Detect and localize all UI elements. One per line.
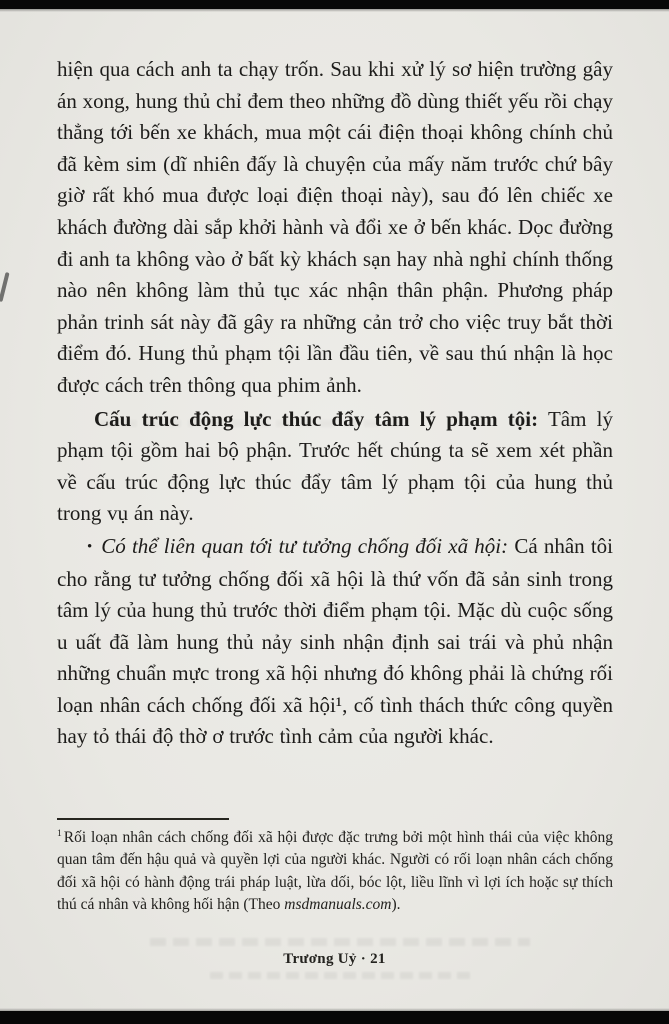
paragraph-continuation: hiện qua cách anh ta chạy trốn. Sau khi xử lý sơ hiện trường gây án xong, hung thủ chỉ đem theo những đồ dùng thiết yếu rồi chạy thẳng tới bến xe khách, mua một cái điện thoại không chính chủ đã kèm sim (dĩ nhiên đấy là chuyện của mấy năm trước chứ bây giờ rất khó mua được loại điện thoại này), sau đó lên chiếc xe khách đường dài sắp khởi hành và đổi xe ở bến khác. Dọc đường đi anh ta không vào ở bất kỳ khách sạn hay nhà nghỉ chính thống nào nên không làm thủ tục xác nhận thân phận. Phương pháp phản trinh sát này đã gây ra những cản trở cho việc truy bắt thời điểm đó. Hung thủ phạm tội lần đầu tiên, về sau thú nhận là học được cách trên thông qua phim ảnh.: [57, 57, 613, 397]
scan-artifact-left-edge: [0, 272, 10, 302]
italic-lead-text: Có thể liên quan tới tư tưởng chống đối xã hội:: [101, 533, 509, 558]
paragraph-text: Cá nhân tôi cho rằng tư tưởng chống đối xã hội là thứ vốn đã sản sinh trong tâm lý của hung thủ trước thời điểm phạm tội. Mặc dù cuộc sống u uất đã làm hung thủ nảy sinh nhận định sai trái và phủ nhận những chuẩn mực trong xã hội nhưng đó không phải là chứng rối loạn nhân cách chống đối xã hội¹, cố tình thách thức công quyền hay tỏ thái độ thờ ơ trước tình cảm của người khác.: [57, 533, 613, 749]
footnote-body-end: ).: [391, 896, 401, 914]
ink-bleed-through: [210, 972, 470, 979]
page-body-text: [57, 54, 613, 753]
ink-bleed-through: [150, 938, 530, 946]
footnote-marker: 1: [57, 827, 62, 839]
scan-edge-top: [0, 0, 669, 9]
footnote-section: [57, 818, 613, 917]
running-footer-author-page: Trương Uỷ · 21: [283, 951, 386, 967]
scan-edge-bottom: [0, 1011, 669, 1024]
paragraph-text: Tâm lý phạm tội gồm hai bộ phận. Trước hết chúng ta sẽ xem xét phần về cấu trúc động lực thúc đẩy tâm lý phạm tội của hung thủ trong vụ án này.: [57, 406, 613, 526]
bold-lead-text: Cấu trúc động lực thúc đẩy tâm lý phạm tội:: [94, 406, 539, 431]
bullet-icon: •: [87, 538, 93, 555]
footnote-text: [57, 827, 613, 917]
footnote-source-name: msdmanuals.com: [284, 896, 392, 914]
page-footer: [0, 951, 669, 968]
bullet-paragraph: [57, 531, 613, 753]
footnote-separator-rule: [57, 818, 229, 820]
footnote-body: Rối loạn nhân cách chống đối xã hội được đặc trưng bởi một hình thái của việc không quan tâm đến hậu quả và quyền lợi của người khác. Người có rối loạn nhân cách chống đối xã hội có hành động trái pháp luật, lừa dối, bóc lột, liều lĩnh vì lợi ích hoặc sự thích thú cá nhân và không hối hận (Theo: [57, 829, 613, 914]
paragraph-motivation-structure: [57, 404, 613, 530]
